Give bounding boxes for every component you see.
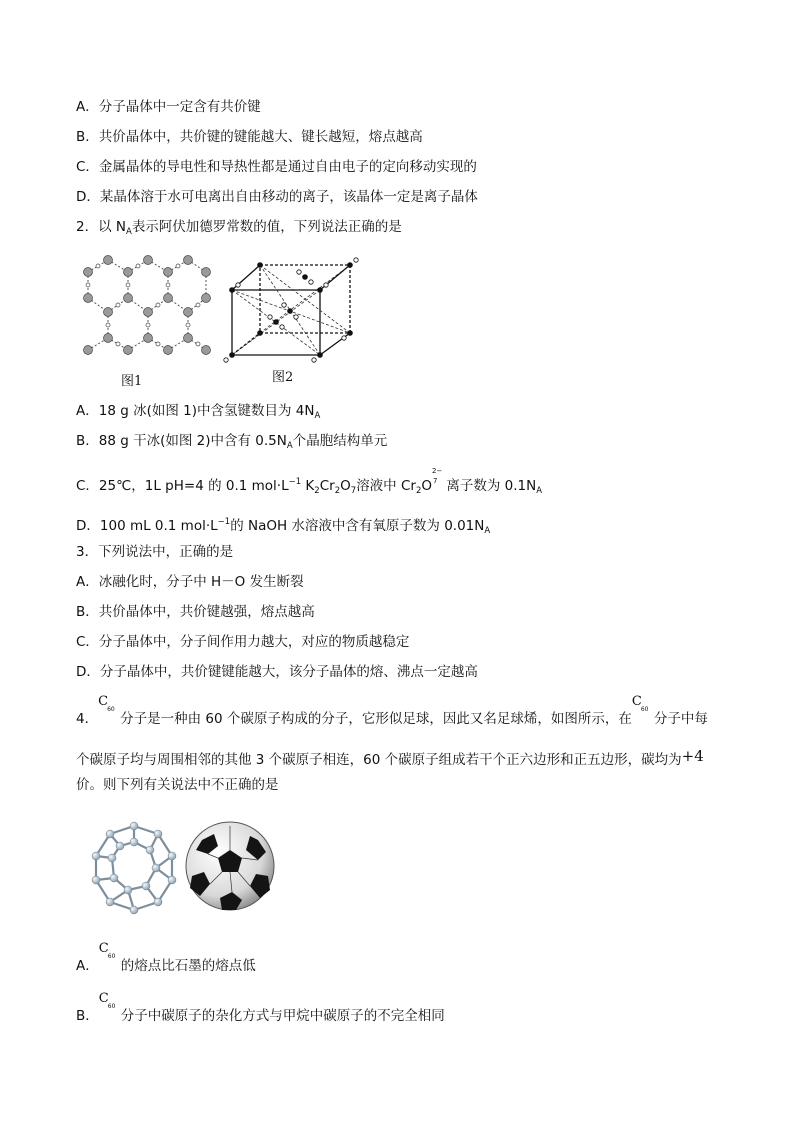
q4-stem-line3: 价。则下列有关说法中不正确的是 (76, 777, 279, 793)
c60-formula: C 60 (631, 694, 649, 713)
figure-1-caption: 图1 (121, 374, 143, 389)
q4-stem-line2: 个碳原子均与周围相邻的其他 3 个碳原子相连，60 个碳原子组成若干个正六边形和正五边形，碳均为+4 (76, 747, 704, 768)
q4-option-a: A． C 60 的熔点比石墨的熔点低 (76, 941, 256, 974)
dry-ice-cell-figure (222, 255, 362, 365)
q1-option-b: B．共价晶体中，共价键的键能越大、键长越短，熔点越高 (76, 129, 423, 145)
q2-option-a: A．18 g 冰(如图 1)中含氢键数目为 $4N_A$ (76, 403, 321, 421)
soccer-ball-figure (184, 820, 276, 912)
q1-option-a: A．分子晶体中一定含有共价键 (76, 99, 261, 115)
q2-option-c: C．25℃，1L pH=4 的 0.1 $mol\cdot L^{-1}$ $K_2Cr_2O_7$溶液中 $Cr_2O$ 2− 7 离子数为 $0.1N_A$ (76, 467, 543, 496)
q3-option-a: A．冰融化时，分子中 H－O 发生断裂 (76, 574, 304, 590)
figure-2-caption: 图2 (272, 370, 294, 385)
q2-option-d: D．100 mL 0.1 $mol\cdot L^{-1}$的 NaOH 水溶液中含有氧原子数为 $0.01N_A$ (76, 517, 491, 536)
q2-option-b: B．88 g 干冰(如图 2)中含有 $0.5N_A$个晶胞结构单元 (76, 433, 388, 451)
fullerene-molecule-figure (88, 820, 180, 915)
q4-option-b: B． C 60 分子中碳原子的杂化方式与甲烷中碳原子的不完全相同 (76, 991, 445, 1024)
c60-formula: C 60 (98, 694, 115, 713)
q3-option-c: C．分子晶体中，分子间作用力越大，对应的物质越稳定 (76, 634, 410, 650)
ice-structure-figure (76, 250, 216, 365)
q3-option-b: B．共价晶体中，共价键越强，熔点越高 (76, 604, 315, 620)
c60-formula: C 60 (98, 991, 116, 1010)
q1-option-d: D．某晶体溶于水可电离出自由移动的离子，该晶体一定是离子晶体 (76, 189, 478, 205)
c60-formula: C 60 (98, 941, 116, 960)
q1-option-c: C．金属晶体的导电性和导热性都是通过自由电子的定向移动实现的 (76, 159, 477, 175)
q3-option-d: D．分子晶体中，共价键键能越大，该分子晶体的熔、沸点一定越高 (76, 664, 478, 680)
q4-stem-line1: 4． C 60 分子是一种由 60 个碳原子构成的分子，它形似足球，因此又名足球烯，如图所示，在 C 60 分子中每 (76, 694, 708, 727)
q3-stem: 3．下列说法中，正确的是 (76, 544, 234, 560)
q2-stem: 2．以 $N_A$表示阿伏加德罗常数的值，下列说法正确的是 (76, 219, 402, 237)
